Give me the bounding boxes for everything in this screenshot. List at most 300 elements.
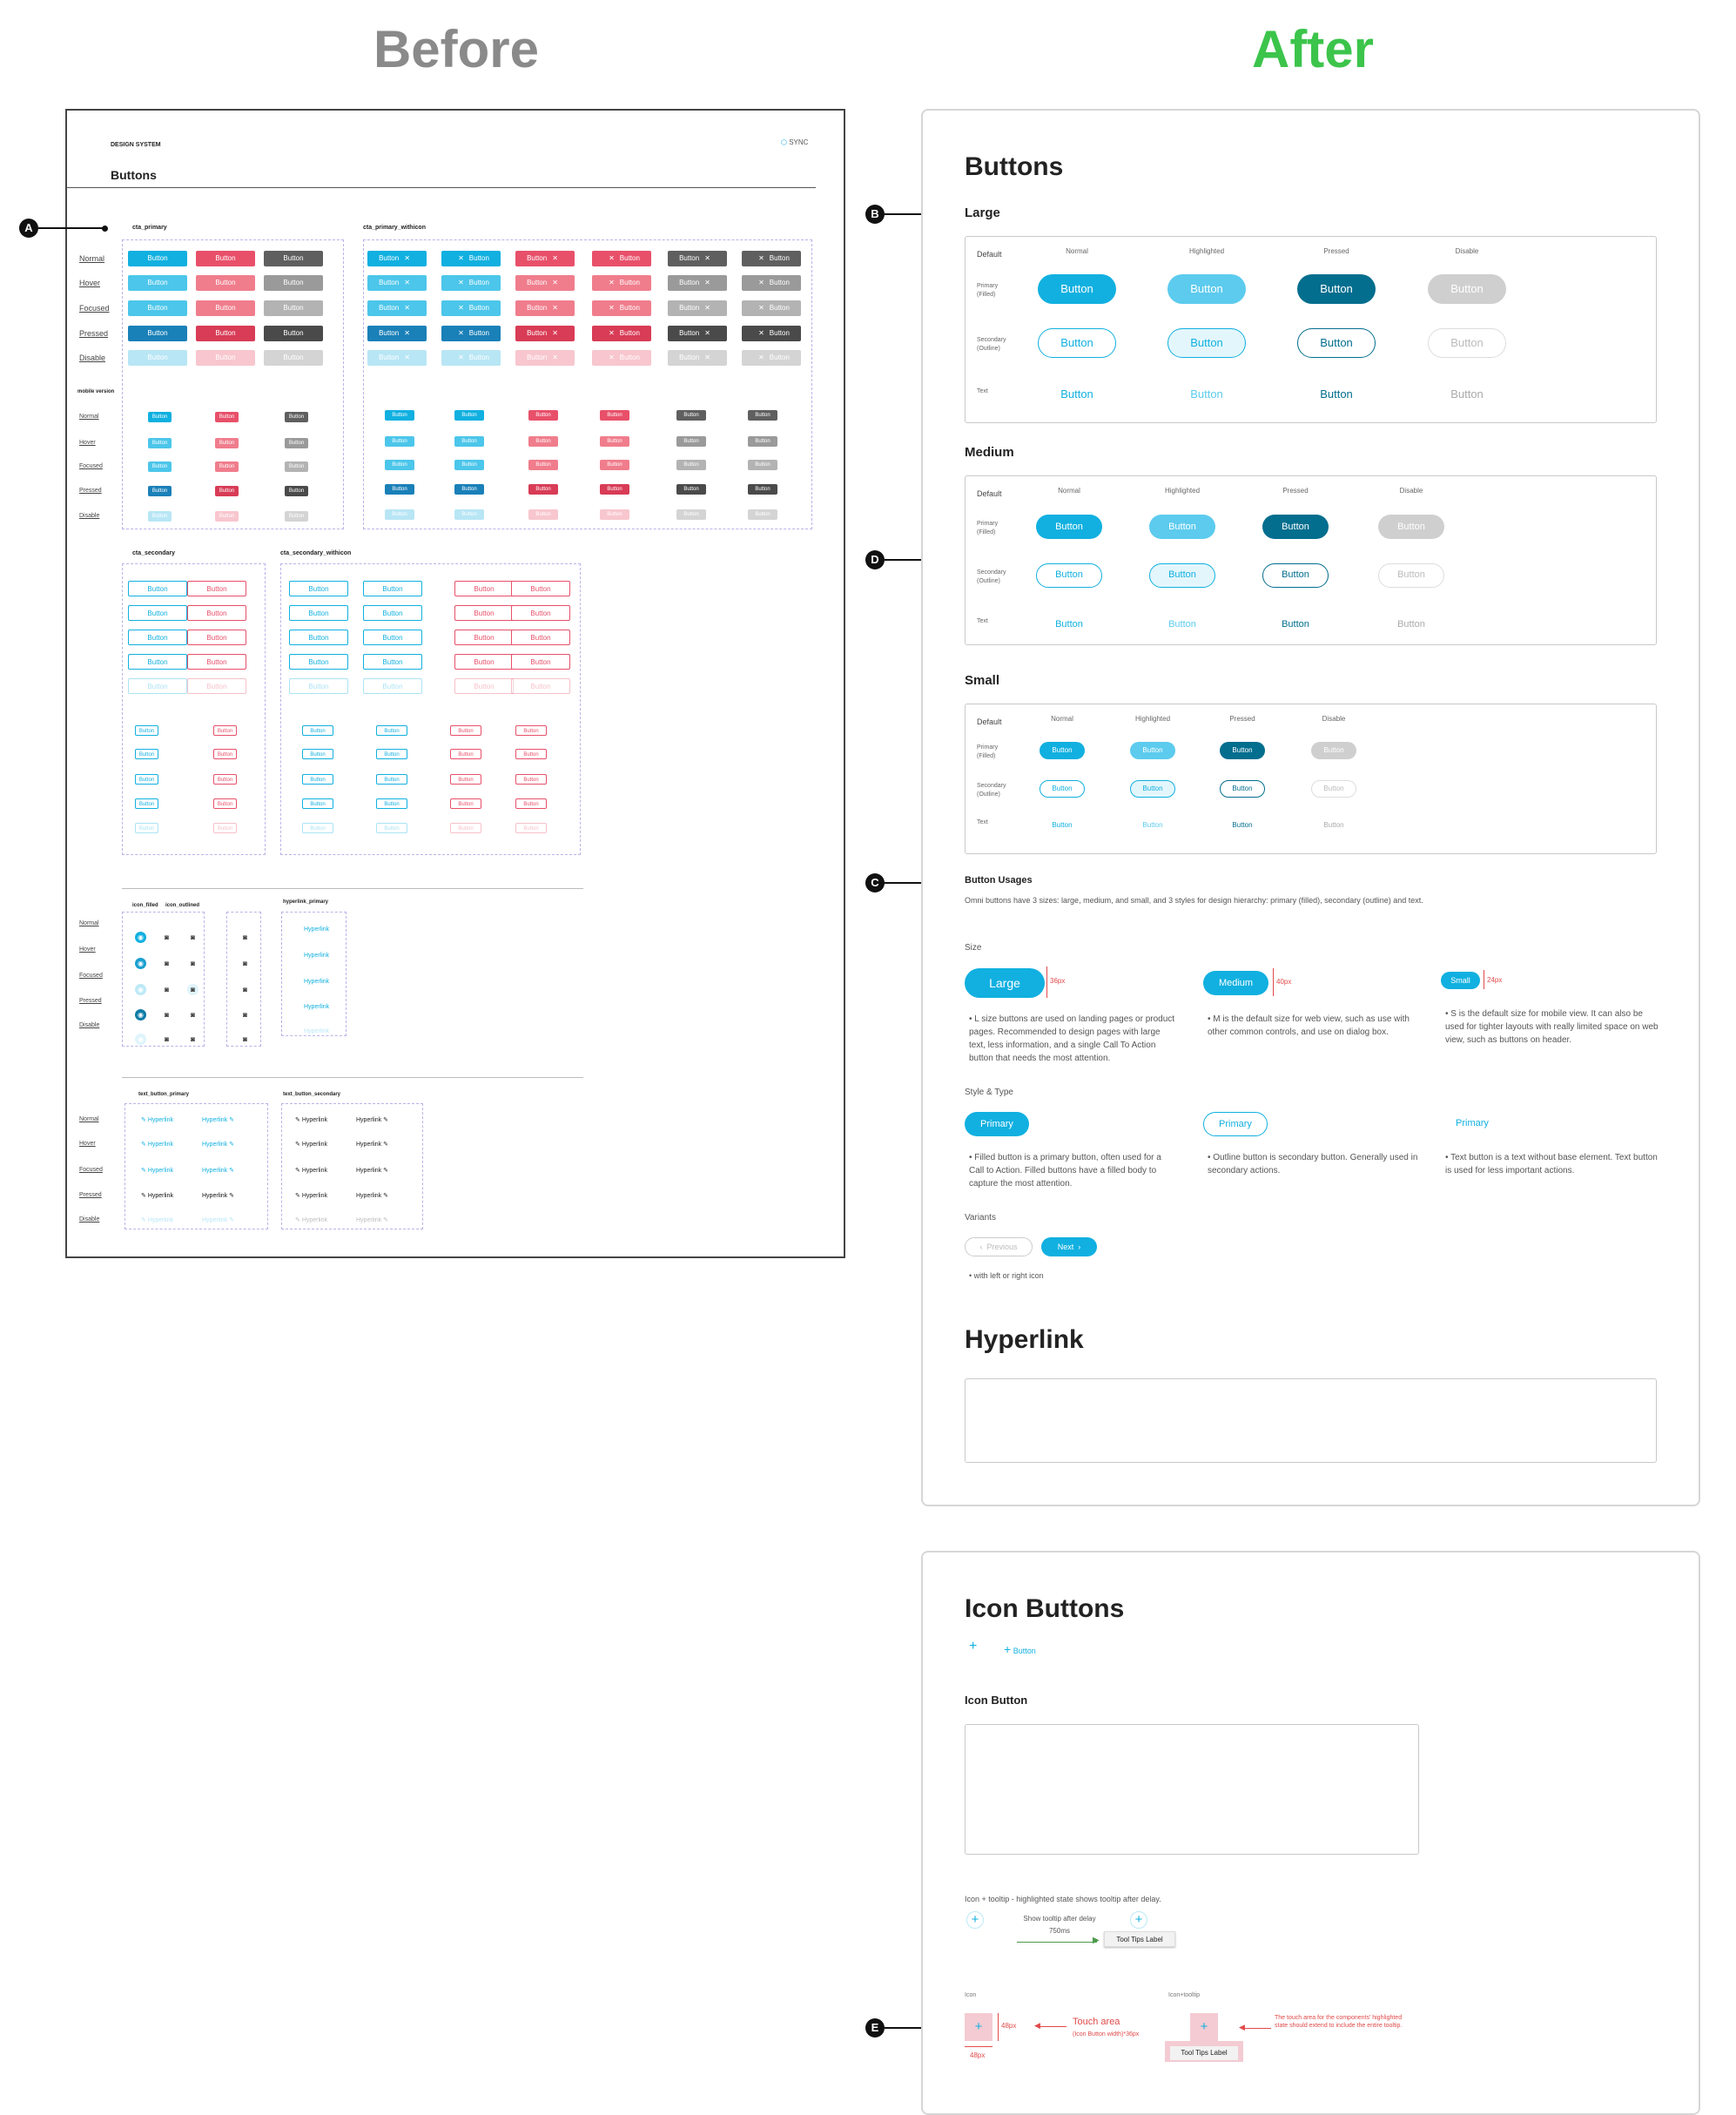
before-button[interactable]: Button [264, 251, 323, 266]
close-icon: ✕ [758, 354, 764, 361]
icon-label: Icon [965, 1992, 977, 1998]
before-icon-button[interactable] [668, 251, 727, 266]
button-text[interactable]: Button [1397, 619, 1425, 630]
before-outline-mobile-icon-button[interactable]: Button [302, 749, 333, 759]
text-button-primary-title: text_button_primary [138, 1092, 190, 1097]
before-outline-button[interactable]: Button [187, 678, 246, 694]
camera-icon[interactable]: ◉ [135, 984, 146, 995]
pencil-icon: ✎ [141, 1168, 146, 1174]
before-mobile-icon-button[interactable]: Button [454, 484, 484, 495]
hyperlink-link[interactable]: Hyperlink [304, 1004, 330, 1010]
before-icon-button[interactable] [668, 326, 727, 341]
button-label: Button [619, 279, 640, 286]
text-button-link[interactable] [202, 1167, 234, 1174]
before-mobile-icon-button[interactable]: Button [454, 460, 484, 470]
before-mobile-icon-button[interactable]: Button [528, 410, 558, 421]
before-outline-icon-button[interactable]: Button [511, 630, 570, 645]
style-primary-text[interactable]: Primary [1456, 1118, 1489, 1128]
icon-text-button-label: Button [1013, 1647, 1036, 1655]
before-icon-button[interactable] [367, 300, 427, 316]
icon-state-label-pressed: Pressed [79, 998, 102, 1004]
before-outline-icon-button[interactable]: Button [454, 678, 514, 694]
before-mobile-icon-button[interactable]: Button [600, 484, 629, 495]
close-icon: ✕ [609, 304, 615, 312]
button-label: Button [679, 304, 700, 312]
before-mobile-icon-button[interactable]: Button [748, 436, 777, 447]
button-secondary[interactable]: Button [1311, 780, 1356, 798]
state-label-focused: Focused [79, 304, 110, 313]
before-outline-icon-button[interactable]: Button [454, 630, 514, 645]
before-outline-mobile-icon-button[interactable]: Button [515, 774, 547, 785]
button-text[interactable]: Button [1142, 821, 1163, 829]
before-icon-button[interactable] [592, 300, 651, 316]
before-outline-icon-button[interactable]: Button [454, 581, 514, 596]
before-mobile-icon-button[interactable]: Button [676, 509, 706, 520]
before-mobile-button[interactable]: Button [215, 461, 239, 472]
before-mobile-button[interactable]: Button [285, 438, 308, 448]
button-label: Button [679, 329, 700, 337]
before-icon-button[interactable] [592, 275, 651, 291]
button-primary[interactable]: Button [1378, 515, 1444, 539]
text-state-label-disable: Disable [79, 1216, 100, 1223]
camera-icon[interactable]: ◙ [165, 1035, 169, 1043]
before-mobile-button[interactable]: Button [285, 511, 308, 522]
text-button-link[interactable] [202, 1192, 234, 1199]
button-label: Button [527, 279, 548, 286]
button-secondary[interactable]: Button [1040, 780, 1085, 798]
camera-icon[interactable]: ◉ [135, 932, 146, 943]
before-outline-mobile-icon-button[interactable]: Button [450, 798, 481, 809]
button-text[interactable]: Button [1282, 619, 1309, 630]
text-button-link[interactable] [202, 1216, 234, 1223]
before-mobile-button[interactable]: Button [215, 438, 239, 448]
before-mobile-button[interactable]: Button [215, 486, 239, 496]
usage-medium-button[interactable]: Medium [1203, 971, 1268, 995]
before-outline-icon-button[interactable]: Button [511, 678, 570, 694]
button-primary[interactable]: Button [1311, 742, 1356, 759]
text-button-link[interactable] [356, 1116, 388, 1123]
before-outline-mobile-icon-button[interactable]: Button [515, 798, 547, 809]
cta-primary-withicon-title: cta_primary_withicon [363, 225, 426, 231]
button-text[interactable]: Button [1055, 619, 1083, 630]
before-outline-mobile-icon-button[interactable]: Button [376, 749, 407, 759]
before-mobile-icon-button[interactable]: Button [748, 460, 777, 470]
button-primary[interactable]: Button [1149, 515, 1215, 539]
before-outline-mobile-icon-button[interactable]: Button [515, 725, 547, 736]
before-icon-button[interactable] [441, 275, 501, 291]
icon-button-box [965, 1724, 1419, 1855]
before-mobile-button[interactable]: Button [215, 511, 239, 522]
before-mobile-icon-button[interactable]: Button [385, 410, 414, 421]
pencil-icon: ✎ [295, 1142, 300, 1148]
before-mobile-icon-button[interactable]: Button [528, 436, 558, 447]
button-text[interactable]: Button [1190, 387, 1223, 401]
before-button[interactable]: Button [128, 251, 187, 266]
icon-text-button[interactable] [1004, 1642, 1036, 1656]
medium-desc-text: M is the default size for web view, such as use with other common controls, and use on dialog box. [1208, 1014, 1410, 1037]
before-outline-icon-button[interactable]: Button [363, 581, 422, 596]
before-outline-button[interactable]: Button [187, 630, 246, 645]
close-icon: ✕ [552, 254, 558, 262]
before-outline-mobile-icon-button[interactable]: Button [302, 823, 333, 833]
pencil-icon: ✎ [295, 1217, 300, 1223]
button-secondary[interactable]: Button [1167, 328, 1246, 358]
camera-icon[interactable]: ◙ [165, 933, 169, 941]
hyperlink-link[interactable]: Hyperlink [304, 1028, 330, 1034]
before-outline-mobile-icon-button[interactable]: Button [376, 774, 407, 785]
variant-desc: • with left or right icon [969, 1271, 1044, 1280]
before-icon-button[interactable] [668, 300, 727, 316]
size-label: Size [965, 943, 982, 953]
previous-button[interactable] [965, 1237, 1033, 1256]
before-icon-button[interactable] [515, 275, 575, 291]
before-mobile-icon-button[interactable]: Button [676, 460, 706, 470]
before-mobile-icon-button[interactable]: Button [600, 509, 629, 520]
before-mobile-icon-button[interactable]: Button [600, 460, 629, 470]
before-outline-icon-button[interactable]: Button [363, 605, 422, 621]
plus-icon[interactable]: + [974, 2019, 983, 2034]
before-outline-button[interactable]: Button [128, 605, 187, 621]
before-icon-button[interactable] [515, 251, 575, 266]
text-button-link[interactable] [356, 1216, 388, 1223]
button-primary[interactable]: Button [1130, 742, 1175, 759]
before-outline-mobile-icon-button[interactable]: Button [376, 798, 407, 809]
before-outline-icon-button[interactable]: Button [363, 678, 422, 694]
marker-a-dot [102, 226, 108, 232]
button-primary[interactable]: Button [1428, 274, 1506, 304]
before-outline-icon-button[interactable]: Button [289, 630, 348, 645]
text-button-link[interactable] [141, 1116, 173, 1123]
text-button-link[interactable] [356, 1141, 388, 1148]
before-outline-icon-button[interactable]: Button [289, 605, 348, 621]
before-mobile-icon-button[interactable]: Button [600, 436, 629, 447]
before-mobile-button[interactable]: Button [285, 461, 308, 472]
before-outline-icon-button[interactable]: Button [454, 605, 514, 621]
before-button[interactable]: Button [128, 275, 187, 291]
close-icon: ✕ [404, 254, 410, 262]
button-secondary[interactable]: Button [1036, 563, 1102, 588]
before-button[interactable]: Button [196, 300, 255, 316]
before-outline-mobile-button[interactable]: Button [135, 798, 158, 809]
before-outline-mobile-icon-button[interactable]: Button [515, 823, 547, 833]
before-mobile-button[interactable]: Button [148, 461, 172, 472]
text-button-link[interactable] [295, 1116, 327, 1123]
usage-small-button[interactable]: Small [1441, 972, 1480, 989]
before-mobile-icon-button[interactable]: Button [748, 509, 777, 520]
before-icon-button[interactable] [367, 326, 427, 341]
close-icon: ✕ [609, 354, 615, 361]
button-primary[interactable]: Button [1038, 274, 1116, 304]
text-button-link[interactable] [295, 1141, 327, 1148]
button-primary[interactable]: Button [1262, 515, 1329, 539]
before-outline-button[interactable]: Button [128, 581, 187, 596]
before-outline-mobile-button[interactable]: Button [213, 798, 237, 809]
text-button-link[interactable] [202, 1116, 234, 1123]
before-mobile-icon-button[interactable]: Button [454, 436, 484, 447]
before-icon-button[interactable] [742, 326, 801, 341]
before-mobile-button[interactable]: Button [148, 511, 172, 522]
before-icon-button[interactable] [441, 300, 501, 316]
button-text[interactable]: Button [1060, 387, 1093, 401]
sync-logo [781, 138, 808, 146]
before-button[interactable]: Button [264, 275, 323, 291]
before-mobile-icon-button[interactable]: Button [385, 436, 414, 447]
text-button-link[interactable] [295, 1192, 327, 1199]
usage-large-button[interactable]: Large [965, 968, 1045, 998]
before-icon-button[interactable] [742, 251, 801, 266]
camera-icon[interactable]: ◙ [243, 986, 247, 994]
mobile-version-label: mobile version [77, 389, 115, 394]
row-label: Secondary (Outline) [977, 337, 1006, 352]
before-outline-mobile-button[interactable]: Button [213, 823, 237, 833]
before-outline-mobile-icon-button[interactable]: Button [302, 774, 333, 785]
touch-width-bar [965, 2046, 992, 2047]
touch-tooltip: Tool Tips Label [1170, 2046, 1238, 2060]
before-mobile-button[interactable]: Button [215, 412, 239, 422]
before-mobile-icon-button[interactable]: Button [385, 460, 414, 470]
camera-icon[interactable]: ◉ [135, 1009, 146, 1020]
before-outline-icon-button[interactable]: Button [511, 654, 570, 670]
camera-icon[interactable]: ◙ [243, 960, 247, 967]
before-mobile-icon-button[interactable]: Button [385, 509, 414, 520]
before-outline-button[interactable]: Button [128, 678, 187, 694]
before-outline-button[interactable]: Button [128, 630, 187, 645]
before-outline-icon-button[interactable]: Button [511, 581, 570, 596]
camera-icon[interactable]: ◙ [191, 960, 195, 967]
mobile-state-label-disable: Disable [79, 513, 100, 519]
camera-icon[interactable]: ◙ [165, 986, 169, 994]
before-icon-button[interactable] [592, 251, 651, 266]
before-icon-button[interactable] [668, 350, 727, 366]
text-button-link[interactable] [356, 1167, 388, 1174]
before-mobile-icon-button[interactable]: Button [528, 460, 558, 470]
plus-icon[interactable]: + [1200, 2019, 1208, 2034]
button-secondary[interactable]: Button [1038, 328, 1116, 358]
button-primary[interactable]: Button [1036, 515, 1102, 539]
before-icon-button[interactable] [668, 275, 727, 291]
text-button-link[interactable] [141, 1141, 173, 1148]
button-secondary[interactable]: Button [1262, 563, 1329, 588]
pencil-icon: ✎ [383, 1117, 389, 1123]
text-button-link[interactable] [202, 1141, 234, 1148]
text-state-label-pressed: Pressed [79, 1192, 102, 1198]
before-mobile-button[interactable]: Button [148, 438, 172, 448]
style-primary-filled[interactable]: Primary [965, 1112, 1029, 1136]
button-label: Button [679, 279, 700, 286]
before-outline-mobile-button[interactable]: Button [213, 725, 237, 736]
before-outline-icon-button[interactable]: Button [289, 654, 348, 670]
before-outline-mobile-button[interactable]: Button [135, 823, 158, 833]
before-icon-button[interactable] [367, 251, 427, 266]
hyperlink-link[interactable]: Hyperlink [304, 953, 330, 959]
button-text[interactable]: Button [1052, 821, 1073, 829]
before-button[interactable]: Button [196, 350, 255, 366]
camera-icon[interactable]: ◙ [191, 1035, 195, 1043]
before-outline-mobile-icon-button[interactable]: Button [450, 823, 481, 833]
before-button[interactable]: Button [264, 326, 323, 341]
before-icon-button[interactable] [441, 326, 501, 341]
before-mobile-icon-button[interactable]: Button [748, 484, 777, 495]
camera-icon[interactable]: ◙ [243, 1035, 247, 1043]
close-icon: ✕ [404, 329, 410, 337]
before-outline-mobile-button[interactable]: Button [135, 725, 158, 736]
before-button[interactable]: Button [196, 251, 255, 266]
button-text[interactable]: Button [1450, 387, 1484, 401]
button-text[interactable]: Button [1168, 619, 1196, 630]
text-button-link[interactable] [356, 1192, 388, 1199]
before-outline-icon-button[interactable]: Button [289, 678, 348, 694]
before-mobile-button[interactable]: Button [148, 412, 172, 422]
button-primary[interactable]: Button [1297, 274, 1376, 304]
before-outline-mobile-button[interactable]: Button [135, 749, 158, 759]
before-icon-button[interactable] [742, 350, 801, 366]
close-icon: ✕ [609, 254, 615, 262]
button-text[interactable]: Button [1232, 821, 1253, 829]
pencil-icon: ✎ [141, 1117, 146, 1123]
large-height-note: 36px [1050, 977, 1066, 985]
before-icon-button[interactable] [367, 350, 427, 366]
close-icon: ✕ [458, 279, 464, 286]
before-outline-mobile-icon-button[interactable]: Button [450, 725, 481, 736]
before-mobile-icon-button[interactable]: Button [528, 484, 558, 495]
before-mobile-icon-button[interactable]: Button [676, 410, 706, 421]
button-primary[interactable]: Button [1220, 742, 1265, 759]
button-secondary[interactable]: Button [1297, 328, 1376, 358]
before-icon-button[interactable] [742, 275, 801, 291]
before-outline-mobile-button[interactable]: Button [213, 774, 237, 785]
style-primary-outline[interactable]: Primary [1203, 1112, 1268, 1136]
state-header: Highlighted [1164, 487, 1201, 495]
before-outline-button[interactable]: Button [187, 654, 246, 670]
before-outline-mobile-icon-button[interactable]: Button [376, 823, 407, 833]
close-icon: ✕ [458, 354, 464, 361]
before-outline-mobile-icon-button[interactable]: Button [515, 749, 547, 759]
before-mobile-icon-button[interactable]: Button [676, 484, 706, 495]
before-button[interactable]: Button [128, 326, 187, 341]
before-mobile-button[interactable]: Button [285, 486, 308, 496]
before-outline-mobile-button[interactable]: Button [213, 749, 237, 759]
before-mobile-icon-button[interactable]: Button [385, 484, 414, 495]
link-label: Hyperlink [147, 1117, 174, 1123]
before-button[interactable]: Button [264, 300, 323, 316]
icon-tooltip-label: Icon+tooltip [1168, 1992, 1200, 1998]
camera-icon[interactable]: ◉ [135, 1034, 146, 1045]
before-outline-mobile-icon-button[interactable]: Button [450, 749, 481, 759]
button-secondary[interactable]: Button [1220, 780, 1265, 798]
button-label: Button [527, 304, 548, 312]
before-outline-mobile-icon-button[interactable]: Button [376, 725, 407, 736]
button-text[interactable]: Button [1320, 387, 1353, 401]
camera-icon[interactable]: ◉ [135, 958, 146, 969]
camera-icon[interactable]: ◙ [187, 984, 198, 995]
camera-icon[interactable]: ◙ [243, 1011, 247, 1019]
before-outline-mobile-icon-button[interactable]: Button [302, 798, 333, 809]
divider-2 [122, 888, 583, 889]
before-icon-button[interactable] [742, 300, 801, 316]
hyperlink-link[interactable]: Hyperlink [304, 926, 330, 933]
text-button-link[interactable] [141, 1167, 173, 1174]
before-outline-mobile-button[interactable]: Button [135, 774, 158, 785]
camera-icon[interactable]: ◙ [191, 933, 195, 941]
before-button[interactable]: Button [196, 275, 255, 291]
before-icon-button[interactable] [515, 300, 575, 316]
before-icon-button[interactable] [592, 350, 651, 366]
before-mobile-icon-button[interactable]: Button [600, 410, 629, 421]
before-mobile-button[interactable]: Button [285, 412, 308, 422]
link-label: Hyperlink [356, 1142, 382, 1148]
before-mobile-icon-button[interactable]: Button [748, 410, 777, 421]
before-mobile-button[interactable]: Button [148, 486, 172, 496]
pencil-icon: ✎ [229, 1168, 235, 1174]
plus-icon[interactable]: + [969, 1639, 978, 1654]
before-icon-button[interactable] [367, 275, 427, 291]
camera-icon[interactable]: ◙ [165, 960, 169, 967]
marker-b: B [865, 205, 885, 224]
mobile-state-label-hover: Hover [79, 440, 96, 446]
text-button-link[interactable] [295, 1167, 327, 1174]
button-secondary[interactable]: Button [1428, 328, 1506, 358]
arrow-left-icon: ◀ [1239, 2023, 1245, 2031]
before-button[interactable]: Button [264, 350, 323, 366]
before-mobile-icon-button[interactable]: Button [528, 509, 558, 520]
before-icon-button[interactable] [515, 326, 575, 341]
next-button[interactable] [1041, 1237, 1097, 1256]
button-secondary[interactable]: Button [1378, 563, 1444, 588]
before-icon-button[interactable] [515, 350, 575, 366]
camera-icon[interactable]: ◙ [165, 1011, 169, 1019]
text-button-link[interactable] [295, 1216, 327, 1223]
before-icon-button[interactable] [441, 251, 501, 266]
before-outline-button[interactable]: Button [187, 605, 246, 621]
before-button[interactable]: Button [196, 326, 255, 341]
button-text[interactable]: Button [1323, 821, 1344, 829]
camera-icon[interactable]: ◙ [191, 1011, 195, 1019]
before-outline-button[interactable]: Button [128, 654, 187, 670]
before-outline-button[interactable]: Button [187, 581, 246, 596]
before-outline-mobile-icon-button[interactable]: Button [302, 725, 333, 736]
before-outline-icon-button[interactable]: Button [289, 581, 348, 596]
button-primary[interactable]: Button [1040, 742, 1085, 759]
before-mobile-icon-button[interactable]: Button [676, 436, 706, 447]
before-outline-icon-button[interactable]: Button [511, 605, 570, 621]
hyperlink-link[interactable]: Hyperlink [304, 979, 330, 985]
text-button-link[interactable] [141, 1216, 173, 1223]
marker-a-line [38, 227, 104, 229]
before-icon-button[interactable] [592, 326, 651, 341]
button-secondary[interactable]: Button [1130, 780, 1175, 798]
state-header: Disable [1322, 715, 1346, 723]
before-button[interactable]: Button [128, 350, 187, 366]
cta-primary-title: cta_primary [132, 225, 167, 231]
plus-icon[interactable]: + [966, 1911, 984, 1929]
button-secondary[interactable]: Button [1149, 563, 1215, 588]
camera-icon[interactable]: ◙ [243, 933, 247, 941]
before-outline-mobile-icon-button[interactable]: Button [450, 774, 481, 785]
state-header: Normal [1051, 715, 1073, 723]
before-icon-button[interactable] [441, 350, 501, 366]
button-primary[interactable]: Button [1167, 274, 1246, 304]
button-label: Button [527, 254, 548, 262]
before-button[interactable]: Button [128, 300, 187, 316]
before-outline-icon-button[interactable]: Button [363, 630, 422, 645]
before-outline-icon-button[interactable]: Button [363, 654, 422, 670]
before-outline-icon-button[interactable]: Button [454, 654, 514, 670]
before-mobile-icon-button[interactable]: Button [454, 410, 484, 421]
text-button-link[interactable] [141, 1192, 173, 1199]
before-mobile-icon-button[interactable]: Button [454, 509, 484, 520]
state-label-pressed: Pressed [79, 329, 109, 338]
plus-icon[interactable]: + [1130, 1911, 1147, 1929]
